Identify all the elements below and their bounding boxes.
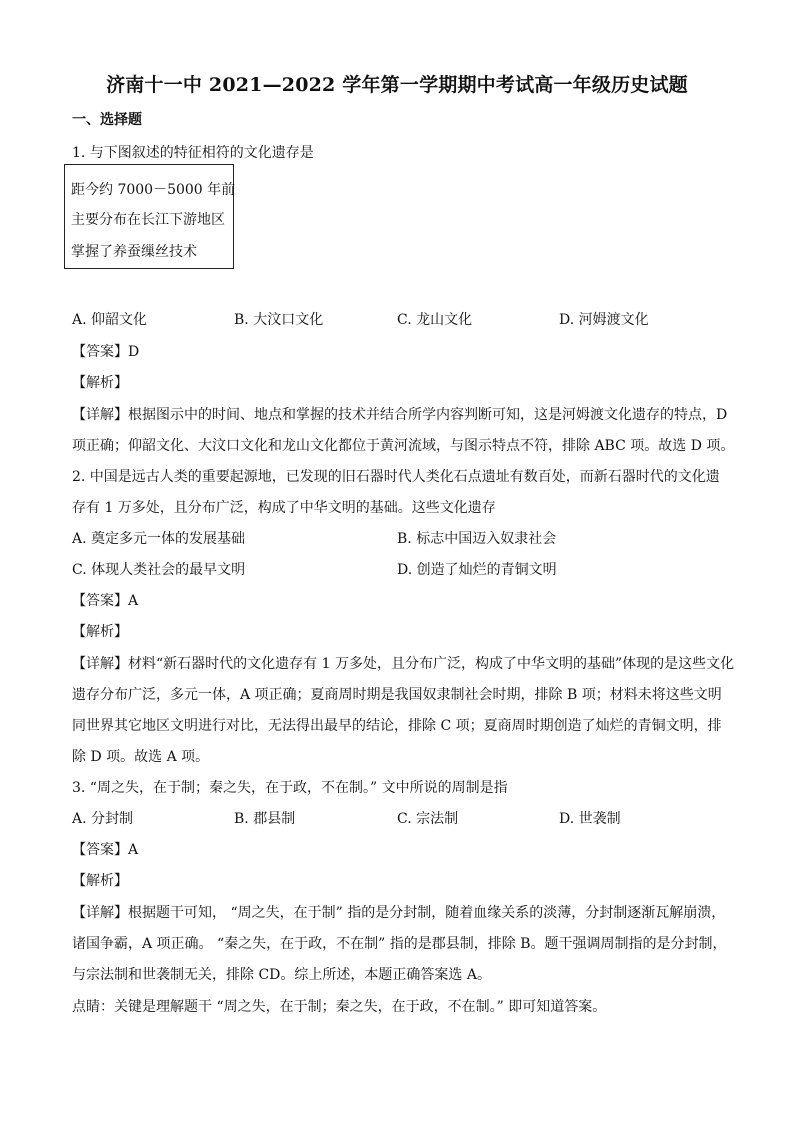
question-2-option-d: D. 创造了灿烂的青铜文明 — [397, 562, 557, 578]
question-3-option-a: A. 分封制 — [72, 811, 134, 827]
question-1-analysis-label: 【解析】 — [72, 375, 128, 391]
figure-line-1: 距今约 7000－5000 年前 — [71, 182, 236, 198]
figure-line-3: 掌握了养蚕缫丝技术 — [71, 244, 197, 260]
question-1-option-c: C. 龙山文化 — [397, 312, 473, 328]
question-2-stem-line: 2. 中国是远古人类的重要起源地，已发现的旧石器时代人类化石点遗址有数百处，而新石器时代的文化遗 — [72, 469, 720, 485]
question-1-figure-box — [64, 164, 234, 269]
question-2-detail-line: 同世界其它地区文明进行对比，无法得出最早的结论，排除 C 项；夏商周时期创造了灿烂的青铜文明，排 — [72, 718, 722, 734]
question-1-option-d: D. 河姆渡文化 — [559, 312, 649, 328]
question-2-detail-line: 遗存分布广泛，多元一体，A 项正确；夏商周时期是我国奴隶制社会时期，排除 B 项；材料未将这些文明 — [72, 687, 722, 703]
question-3-detail-line: 诸国争霸，A 项正确。 “秦之失，在于政，不在制” 指的是郡县制，排除 B。题干强调周制指的是分封制， — [72, 936, 727, 952]
figure-line-2: 主要分布在长江下游地区 — [71, 212, 225, 228]
question-2-option-b: B. 标志中国迈入奴隶社会 — [397, 531, 557, 547]
question-2-analysis-label: 【解析】 — [72, 624, 128, 640]
question-1-stem: 1. 与下图叙述的特征相符的文化遗存是 — [72, 145, 314, 161]
question-1-answer: 【答案】D — [72, 344, 140, 360]
question-3-option-d: D. 世袭制 — [559, 811, 621, 827]
question-2-option-c: C. 体现人类社会的最早文明 — [72, 562, 246, 578]
question-3-detail-line: 【详解】根据题干可知， “周之失，在于制” 指的是分封制，随着血缘关系的淡薄，分封制逐渐瓦解崩溃， — [72, 905, 726, 921]
question-3-stem: 3. “周之失，在于制；秦之失，在于政，不在制。” 文中所说的周制是指 — [72, 780, 508, 796]
question-3-tip: 点睛：关键是理解题干 “周之失，在于制；秦之失，在于政，不在制。” 即可知道答案。 — [72, 999, 607, 1015]
question-2-detail-line: 【详解】材料“新石器时代的文化遗存有 1 万多处，且分布广泛，构成了中华文明的基础”体现的是这些文化 — [72, 656, 735, 672]
question-1-detail-line: 【详解】根据图示中的时间、地点和掌握的技术并结合所学内容判断可知，这是河姆渡文化遗存的特点，D — [72, 407, 728, 423]
question-2-answer: 【答案】A — [72, 593, 139, 609]
question-3-analysis-label: 【解析】 — [72, 873, 128, 889]
page-title: 济南十一中 2021—2022 学年第一学期期中考试高一年级历史试题 — [106, 74, 688, 96]
question-2-option-a: A. 奠定多元一体的发展基础 — [72, 531, 246, 547]
question-1-option-b: B. 大汶口文化 — [234, 312, 324, 328]
question-1-option-a: A. 仰韶文化 — [72, 312, 148, 328]
question-3-option-b: B. 郡县制 — [234, 811, 296, 827]
section-heading: 一、选择题 — [72, 112, 142, 128]
question-3-option-c: C. 宗法制 — [397, 811, 459, 827]
question-3-detail-line: 与宗法制和世袭制无关，排除 CD。综上所述，本题正确答案选 A。 — [72, 967, 491, 983]
question-2-detail-line: 除 D 项。故选 A 项。 — [72, 749, 210, 765]
question-2-stem-line: 存有 1 万多处，且分布广泛，构成了中华文明的基础。这些文化遗存 — [72, 500, 496, 516]
question-3-answer: 【答案】A — [72, 842, 139, 858]
question-1-detail-line: 项正确；仰韶文化、大汶口文化和龙山文化都位于黄河流域，与图示特点不符，排除 ABC 项。故选 D 项。 — [72, 438, 735, 454]
